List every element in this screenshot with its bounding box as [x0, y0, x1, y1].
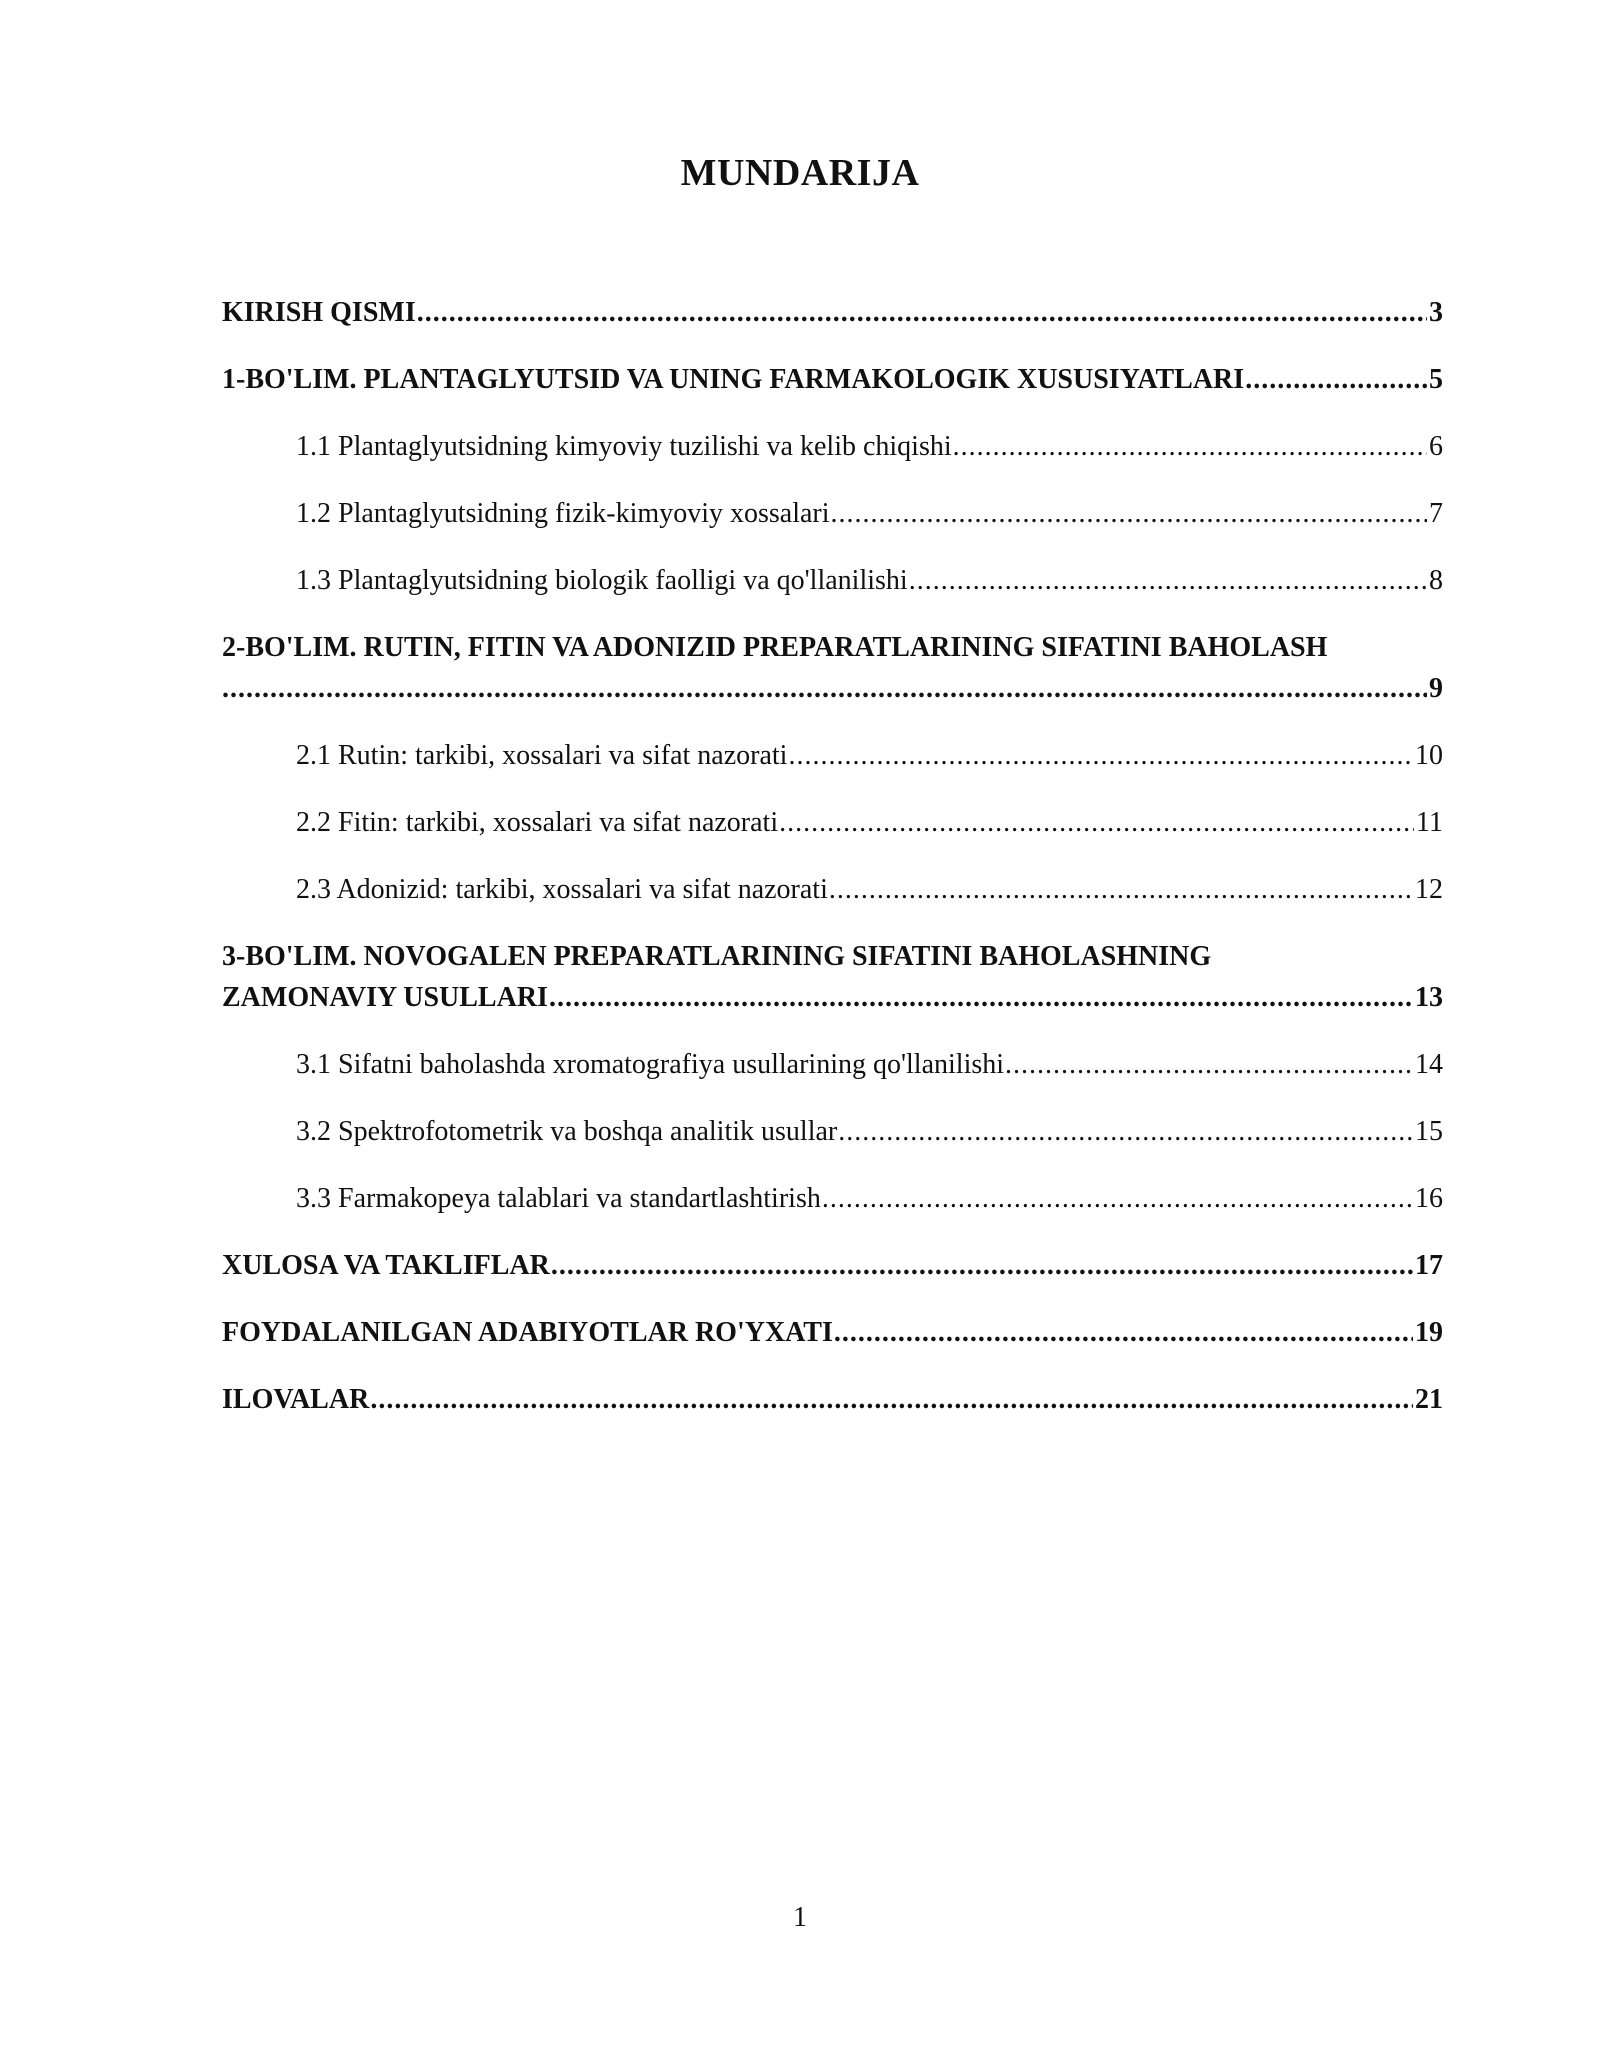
toc-page-number: 15 [1415, 1116, 1443, 1147]
toc-leader-dots [370, 1379, 1413, 1420]
toc-page-number: 19 [1415, 1317, 1443, 1348]
toc-entry-text-line2: ZAMONAVIY USULLARI [222, 982, 548, 1013]
toc-leader-dots [551, 1245, 1413, 1286]
toc-leader-dots [838, 1111, 1413, 1152]
toc-entry-2-1[interactable] [222, 735, 1443, 776]
toc-entry-text: FOYDALANILGAN ADABIYOTLAR RO'YXATI [222, 1317, 833, 1348]
toc-leader-dots [831, 493, 1427, 534]
toc-entry-text: XULOSA VA TAKLIFLAR [222, 1250, 550, 1281]
toc-leader-dots [417, 292, 1427, 333]
toc-entry-1-1[interactable] [222, 426, 1443, 467]
toc-page-number: 5 [1429, 364, 1443, 395]
page-title: MUNDARIJA [680, 152, 920, 194]
toc-entry-text: ILOVALAR [222, 1384, 370, 1415]
toc-leader-dots [1245, 359, 1427, 400]
toc-leader-dots [822, 1178, 1413, 1219]
toc-entry-text: 2.2 Fitin: tarkibi, xossalari va sifat nazorati [296, 807, 779, 838]
toc-leader-dots [829, 869, 1413, 910]
toc-entry-text: 3.3 Farmakopeya talablari va standartlashtirish [296, 1183, 821, 1214]
toc-page-number: 9 [1429, 673, 1443, 704]
toc-page-number: 16 [1415, 1183, 1443, 1214]
toc-entry-2-2[interactable] [222, 802, 1443, 843]
table-of-contents [222, 292, 1443, 1446]
toc-leader-dots [779, 802, 1414, 843]
toc-entry-3-2[interactable] [222, 1111, 1443, 1152]
page-footer-number: 1 [793, 1902, 807, 1933]
toc-entry-text: KIRISH QISMI [222, 297, 416, 328]
toc-leader-dots [549, 977, 1413, 1018]
toc-entry-3-1[interactable] [222, 1044, 1443, 1085]
toc-leader-dots [222, 668, 1427, 709]
toc-entry-bolim-2[interactable] [222, 627, 1443, 709]
toc-page-number: 17 [1415, 1250, 1443, 1281]
toc-entry-text: 1.1 Plantaglyutsidning kimyoviy tuzilishi va kelib chiqishi [296, 431, 952, 462]
toc-entry-1-2[interactable] [222, 493, 1443, 534]
toc-entry-kirish[interactable] [222, 292, 1443, 333]
toc-entry-xulosa[interactable] [222, 1245, 1443, 1286]
toc-entry-text: 2.3 Adonizid: tarkibi, xossalari va sifat nazorati [296, 874, 828, 905]
toc-entry-adabiyotlar[interactable] [222, 1312, 1443, 1353]
toc-leader-dots [909, 560, 1427, 601]
toc-page-number: 8 [1429, 565, 1443, 596]
toc-page-number: 6 [1429, 431, 1443, 462]
toc-leader-dots [788, 735, 1413, 776]
toc-entry-text: 1.2 Plantaglyutsidning fizik-kimyoviy xossalari [296, 498, 830, 529]
toc-entry-ilovalar[interactable] [222, 1379, 1443, 1420]
toc-entry-3-3[interactable] [222, 1178, 1443, 1219]
toc-page-number: 7 [1429, 498, 1443, 529]
toc-entry-text: 3.2 Spektrofotometrik va boshqa analitik usullar [296, 1116, 838, 1147]
toc-entry-text: 2.1 Rutin: tarkibi, xossalari va sifat nazorati [296, 740, 788, 771]
toc-leader-dots [834, 1312, 1413, 1353]
toc-page-number: 14 [1415, 1049, 1443, 1080]
toc-leader-dots [953, 426, 1427, 467]
toc-page-number: 11 [1416, 807, 1443, 838]
toc-entry-text-line1: 3-BO'LIM. NOVOGALEN PREPARATLARINING SIFATINI BAHOLASHNING [222, 941, 1212, 972]
toc-page-number: 13 [1415, 982, 1443, 1013]
toc-entry-text: 2-BO'LIM. RUTIN, FITIN VA ADONIZID PREPARATLARINING SIFATINI BAHOLASH [222, 632, 1328, 663]
toc-page-number: 3 [1429, 297, 1443, 328]
toc-page-number: 21 [1415, 1384, 1443, 1415]
toc-page-number: 12 [1415, 874, 1443, 905]
toc-entry-text: 1.3 Plantaglyutsidning biologik faolligi va qo'llanilishi [296, 565, 908, 596]
toc-leader-dots [1005, 1044, 1413, 1085]
toc-entry-1-3[interactable] [222, 560, 1443, 601]
toc-entry-text: 3.1 Sifatni baholashda xromatografiya usullarining qo'llanilishi [296, 1049, 1005, 1080]
toc-entry-2-3[interactable] [222, 869, 1443, 910]
toc-entry-bolim-1[interactable] [222, 359, 1443, 400]
toc-entry-bolim-3[interactable] [222, 936, 1443, 1018]
toc-entry-text: 1-BO'LIM. PLANTAGLYUTSID VA UNING FARMAKOLOGIK XUSUSIYATLARI [222, 364, 1245, 395]
toc-page-number: 10 [1415, 740, 1443, 771]
